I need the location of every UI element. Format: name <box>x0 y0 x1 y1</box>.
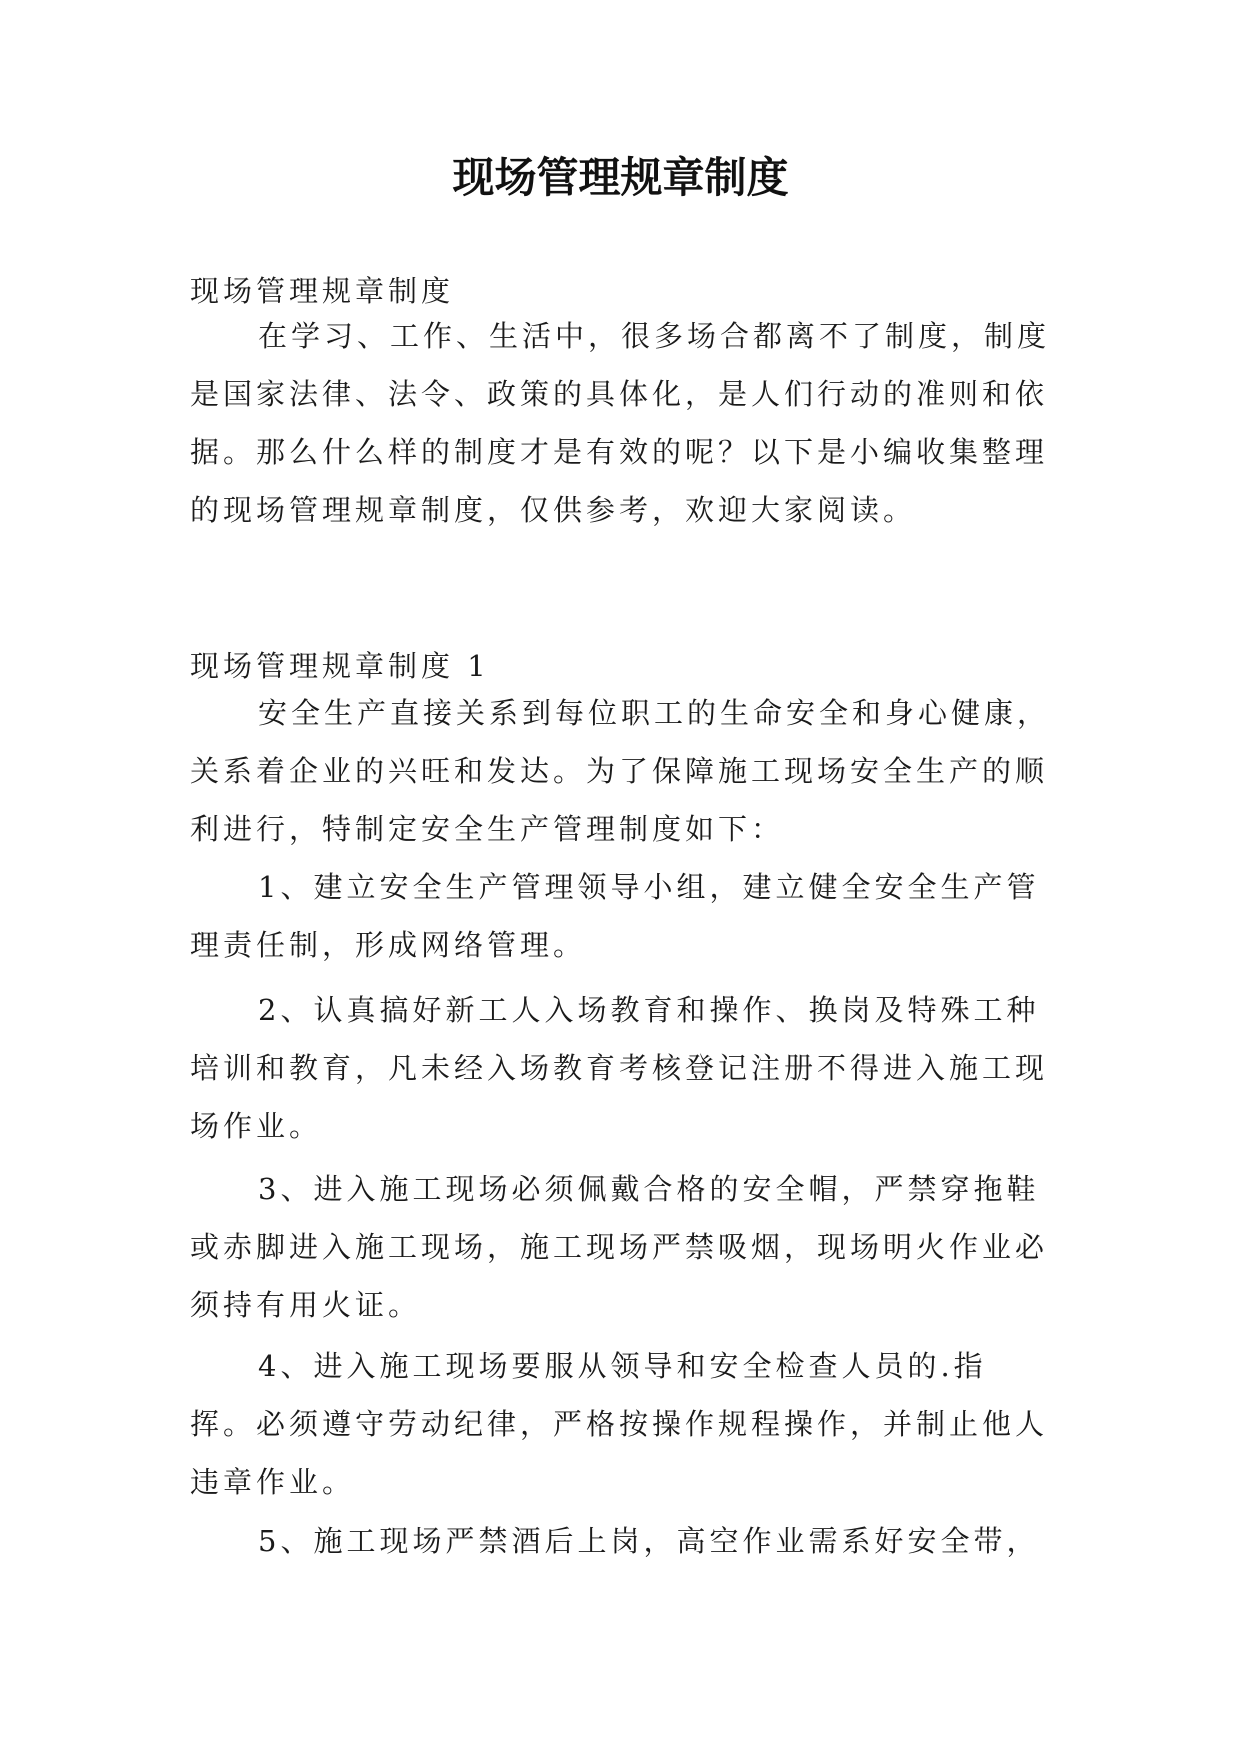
rule-item-5 <box>190 1512 1050 1570</box>
list-item: 5、施工现场严禁酒后上岗，高空作业需系好安全带， <box>258 1524 1040 1558</box>
rule-item-1 <box>190 858 1050 974</box>
rule-item-4 <box>190 1337 1050 1511</box>
intro-heading: 现场管理规章制度 <box>190 274 455 308</box>
section1-intro: 安全生产直接关系到每位职工的生命安全和身心健康，关系着企业的兴旺和发达。为了保障施工现场安全生产的顺利进行，特制定安全生产管理制度如下： <box>190 696 1051 846</box>
document-title: 现场管理规章制度 <box>452 153 789 202</box>
intro-paragraph: 在学习、工作、生活中，很多场合都离不了制度，制度是国家法律、法令、政策的具体化，是人们行动的准则和依据。那么什么样的制度才是有效的呢？以下是小编收集整理的现场管理规章制度，仅供参考，欢迎大家阅读。 <box>190 319 1051 527</box>
rule-item-2 <box>190 981 1050 1155</box>
section1-body <box>190 684 1050 858</box>
rule-item-3 <box>190 1160 1050 1334</box>
list-item: 1、建立安全生产管理领导小组，建立健全安全生产管理责任制，形成网络管理。 <box>190 870 1040 962</box>
intro-paragraph-block <box>190 307 1050 539</box>
list-item: 2、认真搞好新工人入场教育和操作、换岗及特殊工种培训和教育，凡未经入场教育考核登记注册不得进入施工现场作业。 <box>190 993 1049 1143</box>
list-item: 3、进入施工现场必须佩戴合格的安全帽，严禁穿拖鞋或赤脚进入施工现场，施工现场严禁吸烟，现场明火作业必须持有用火证。 <box>190 1172 1049 1322</box>
list-item: 4、进入施工现场要服从领导和安全检查人员的.指挥。必须遵守劳动纪律，严格按操作规程操作，并制止他人违章作业。 <box>190 1349 1049 1499</box>
section1-heading: 现场管理规章制度 1 <box>190 649 490 683</box>
